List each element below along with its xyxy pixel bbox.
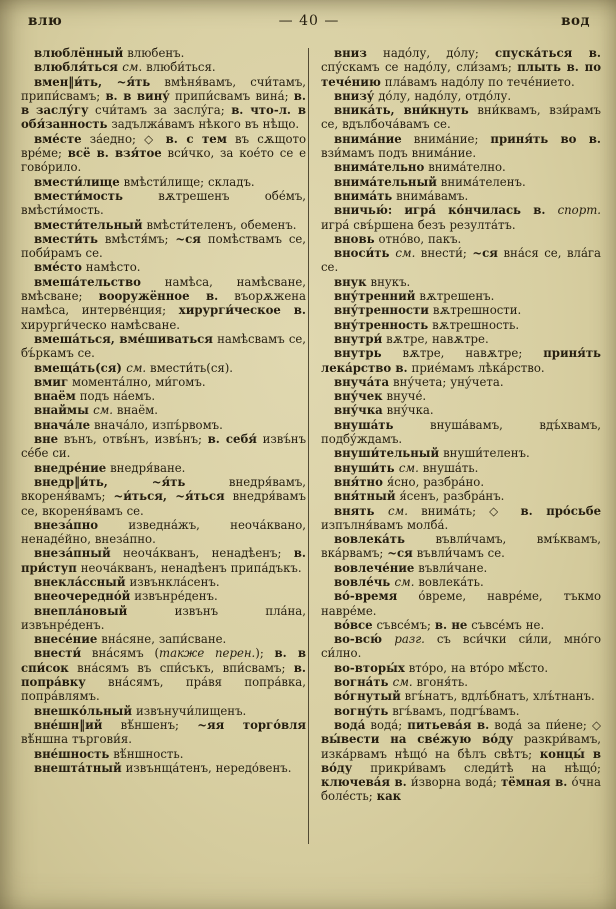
dictionary-entry xyxy=(21,704,306,718)
headword-or-bold-phrase: в. что-л. в обя́занность xyxy=(21,103,306,132)
headword-or-bold-phrase: вмести́мость xyxy=(34,188,123,203)
dictionary-entry xyxy=(321,332,601,346)
dictionary-entry xyxy=(21,260,306,274)
translation-text: и́зворна вода́; xyxy=(406,775,501,790)
headword-or-bold-phrase: в. не xyxy=(434,617,468,632)
translation-text: до́лу, надо́лу, отдо́лу. xyxy=(374,88,512,103)
translation-text: вмѣсти́теленъ, обеменъ. xyxy=(142,217,297,232)
translation-text: влюби́ться. xyxy=(142,60,216,75)
translation-text: извънща́тенъ, нередо́венъ. xyxy=(121,760,292,775)
translation-text: вовлека́ть. xyxy=(414,574,484,589)
headword-or-bold-phrase: питьева́я в. xyxy=(407,717,490,732)
translation-text: внима́ние; xyxy=(401,131,491,146)
usage-label: также перен. xyxy=(159,646,256,661)
headword-or-bold-phrase: вооружённое в. xyxy=(98,289,219,304)
dictionary-entry xyxy=(321,89,601,103)
translation-text: вънъ, отвъ́нъ, извъ́нъ; xyxy=(58,432,208,447)
headword-or-bold-phrase: внесе́ние xyxy=(34,632,98,647)
translation-text: извънучи́лищенъ. xyxy=(132,703,247,718)
translation-text: прие́мамъ лѣка́рство. xyxy=(407,360,545,375)
headword-or-bold-phrase: внуша́ть xyxy=(334,417,394,432)
headword-or-bold-phrase: внешта́тный xyxy=(34,760,122,775)
translation-text: вто́ро, на вто́ро мѣ́сто. xyxy=(404,660,549,675)
dictionary-entry xyxy=(321,561,601,575)
headword-or-bold-phrase: внешко́льный xyxy=(34,703,133,718)
translation-text: вна́сяне, запи́сване. xyxy=(97,632,227,647)
translation-text: вгоня́ть. xyxy=(412,675,468,690)
headword-or-bold-phrase: приня́ть лека́рство в. xyxy=(321,346,601,375)
headword-or-bold-phrase: ~и́ться, ~я́ться xyxy=(113,489,225,504)
dictionary-entry xyxy=(321,303,601,317)
translation-text: помѣствамъ се, поби́рамъ се. xyxy=(21,231,306,261)
dictionary-entry xyxy=(21,418,306,432)
headword-or-bold-phrase: вода́ xyxy=(334,717,366,732)
translation-text: вода́ за пи́ене; ◇ xyxy=(489,717,601,732)
dictionary-entry xyxy=(321,132,601,161)
headword-or-bold-phrase: вовлече́ние xyxy=(334,560,415,575)
translation-text: вну́чета; уну́чета. xyxy=(389,374,504,389)
dictionary-entry xyxy=(321,446,601,460)
headword-or-bold-phrase: вме́сте xyxy=(34,131,82,146)
translation-text: отно́во, пакъ. xyxy=(374,231,462,246)
translation-text: надо́лу, до́лу; xyxy=(366,46,495,60)
dictionary-entry xyxy=(321,532,601,561)
dictionary-entry xyxy=(21,361,306,375)
translation-text: разкри́вамъ, изка́рвамъ нѣщо́ на бѣлъ свѣтъ; xyxy=(321,732,601,761)
translation-text: внести́; xyxy=(415,246,473,261)
usage-label: см. xyxy=(394,574,415,589)
headword-or-bold-phrase: внутри́ xyxy=(334,331,383,346)
page-number: — 40 — xyxy=(278,13,340,29)
translation-text: вгъ́вамъ, подгъ́вамъ. xyxy=(388,703,520,718)
dictionary-entry xyxy=(21,589,306,603)
right-column xyxy=(309,46,601,848)
headword-or-bold-phrase: внача́ле xyxy=(34,417,91,432)
headword-or-bold-phrase: концы́ в во́ду xyxy=(321,746,601,775)
headword-or-bold-phrase: в. в заслу́гу xyxy=(21,88,306,118)
translation-text: вна́сямъ въ спи́съкъ, впи́свамъ; xyxy=(68,660,294,675)
translation-text: подъ на́емъ. xyxy=(75,389,156,404)
dictionary-entry xyxy=(321,103,601,132)
dictionary-entry xyxy=(21,403,306,417)
headword-or-bold-phrase: вня́тно xyxy=(334,474,383,489)
translation-text: внима́теленъ. xyxy=(436,174,526,189)
dictionary-entry xyxy=(321,718,601,804)
headword-or-bold-phrase: вмеша́тельство xyxy=(34,274,141,289)
translation-text: съвсе́мъ не. xyxy=(467,617,545,632)
translation-text: неоча́кванъ, ненадѣенъ припа́дъкъ. xyxy=(76,560,302,575)
dictionary-entry xyxy=(21,718,306,747)
dictionary-entry xyxy=(21,389,306,403)
dictionary-entry xyxy=(321,289,601,303)
headword-or-bold-phrase: вмен‖и́ть, ~я́ть xyxy=(34,74,151,89)
headword-or-bold-phrase: вну́тренний xyxy=(334,289,416,304)
usage-label: см. xyxy=(398,460,419,475)
headword-or-bold-phrase: в. при́ступ xyxy=(21,546,306,575)
usage-label: см. xyxy=(392,675,413,690)
dictionary-entry xyxy=(321,661,601,675)
dictionary-entry xyxy=(21,646,306,703)
translation-text: неоча́кванъ, ненадѣенъ; xyxy=(110,546,294,561)
headword-or-bold-phrase: вну́чек xyxy=(334,389,383,404)
headword-or-bold-phrase: ~ся xyxy=(472,246,498,261)
translation-text: взи́мамъ подъ внима́ние. xyxy=(321,146,477,161)
dictionary-entry xyxy=(21,604,306,633)
dictionary-entry xyxy=(21,275,306,332)
dictionary-entry xyxy=(21,332,306,361)
headword-or-bold-phrase: вовлека́ть xyxy=(334,532,405,547)
translation-text: въвли́чамъ се. xyxy=(412,546,505,561)
usage-label: см. xyxy=(126,360,147,375)
translation-text: вни́квамъ, взи́рамъ се, вдълбоча́вамъ се. xyxy=(321,103,601,132)
translation-text: вмѣня́вамъ, счи́тамъ, припи́свамъ; xyxy=(21,74,306,103)
headword-or-bold-phrase: вмиг xyxy=(34,374,69,389)
headword-or-bold-phrase: внеза́пный xyxy=(34,546,111,561)
translation-text: вмести́ть(ся). xyxy=(146,360,234,375)
dictionary-entry xyxy=(321,46,601,89)
headword-or-bold-phrase: в. про́сьбе xyxy=(520,503,601,518)
headword-or-bold-phrase: вноси́ть xyxy=(334,246,396,261)
page-header xyxy=(28,13,590,29)
usage-label: разг. xyxy=(394,632,425,647)
headword-or-bold-phrase: всё в. взя́тое xyxy=(67,146,162,161)
dictionary-entry xyxy=(21,475,306,518)
translation-text: вмѣсти́лище; складъ. xyxy=(119,174,255,189)
translation-text: вѫтре, навѫтре. xyxy=(382,331,489,346)
dictionary-entry xyxy=(21,432,306,461)
translation-text: вѫтрешенъ. xyxy=(415,289,495,304)
translation-text: вмѣстя́мъ; xyxy=(97,231,176,246)
dictionary-entry xyxy=(21,46,306,60)
dictionary-entry xyxy=(321,418,601,447)
headword-or-bold-phrase: вниз xyxy=(334,46,367,60)
dictionary-entry xyxy=(21,575,306,589)
translation-text: внедря́ване. xyxy=(106,460,186,475)
dictionary-entry xyxy=(21,546,306,575)
headword-or-bold-phrase: приня́ть во в. xyxy=(490,131,601,146)
usage-label: спорт. xyxy=(557,203,601,218)
translation-text: намѣса, намѣсване, вмѣсване; xyxy=(21,274,306,304)
headword-or-bold-phrase: во́-время xyxy=(334,589,398,604)
headword-or-bold-phrase: внима́тельный xyxy=(334,174,437,189)
translation-text: внедря́вамъ, вкореня́вамъ; xyxy=(21,474,306,504)
translation-text: внуша́вамъ, вдъ́хвамъ, подбу́ждамъ. xyxy=(321,417,601,447)
headword-or-bold-phrase: вничью́: игра́ ко́нчилась в. xyxy=(334,203,558,218)
translation-text: вѣ́ншенъ; xyxy=(102,717,198,732)
headword-or-bold-phrase: вня́тный xyxy=(334,489,396,504)
headword-or-bold-phrase: внеза́пно xyxy=(34,517,99,532)
dictionary-entry xyxy=(321,504,601,533)
dictionary-entry xyxy=(321,675,601,689)
dictionary-entry xyxy=(21,632,306,646)
translation-text: извънкла́сенъ. xyxy=(125,574,220,589)
usage-label: см. xyxy=(93,403,114,418)
headword-or-bold-phrase: вну́тренности xyxy=(334,303,429,318)
usage-label: см. xyxy=(387,503,408,518)
dictionary-entry xyxy=(321,704,601,718)
headword-or-bold-phrase: внять xyxy=(334,503,388,518)
headword-or-bold-phrase: влюбля́ться xyxy=(34,60,123,75)
translation-text: вѣ́ншность. xyxy=(109,746,184,761)
headword-or-bold-phrase: вне xyxy=(34,432,59,447)
headword-or-bold-phrase: вмеша́ться, вме́шиваться xyxy=(34,331,213,346)
usage-label: см. xyxy=(395,246,416,261)
headword-or-bold-phrase: внаём xyxy=(34,389,76,404)
translation-text: вѫтре, навѫтре; xyxy=(381,346,544,361)
guide-word-right: вод xyxy=(561,13,590,29)
headword-or-bold-phrase: вну́чка xyxy=(334,403,383,418)
translation-text: извъ́нъ се́бе си. xyxy=(21,432,306,461)
headword-or-bold-phrase: ~ся xyxy=(175,231,201,246)
dictionary-entry xyxy=(321,203,601,232)
column-divider-rule xyxy=(308,48,309,844)
translation-text: въорѫжена намѣса, интерве́нция; xyxy=(21,289,306,318)
translation-text: извънре́денъ. xyxy=(130,589,218,604)
translation-text: припи́свамъ вина́; xyxy=(169,88,294,103)
dictionary-entry xyxy=(321,389,601,403)
headword-or-bold-phrase: плыть в. по тече́нию xyxy=(321,60,601,89)
translation-text: въ сѫщото вре́ме; xyxy=(21,131,306,161)
translation-text: вѣ́ншна търгови́я. xyxy=(21,732,132,747)
dictionary-entry xyxy=(321,618,601,632)
headword-or-bold-phrase: тёмная в. xyxy=(500,775,568,790)
headword-or-bold-phrase: вну́тренность xyxy=(334,317,429,332)
headword-or-bold-phrase: вне́шн‖ий xyxy=(34,717,103,732)
headword-or-bold-phrase: вновь xyxy=(334,231,375,246)
headword-or-bold-phrase: внедре́ние xyxy=(34,460,107,475)
dictionary-entry xyxy=(321,403,601,417)
dictionary-entry xyxy=(21,761,306,775)
translation-text: ); xyxy=(255,646,275,661)
translation-text: вѫтрешность. xyxy=(428,317,520,332)
dictionary-entry xyxy=(321,232,601,246)
headword-or-bold-phrase: внима́ние xyxy=(334,131,402,146)
translation-text: изведна́жъ, неоча́квано, ненаде́йно, внеза́пно. xyxy=(21,517,306,547)
headword-or-bold-phrase: ~яя торго́вля xyxy=(197,717,306,732)
translation-text: намѣсто. xyxy=(81,260,141,275)
headword-or-bold-phrase: в. попра́вку xyxy=(21,660,306,690)
headword-or-bold-phrase: как xyxy=(376,789,402,804)
translation-text: я́сно, разбра́но. xyxy=(382,474,485,489)
headword-or-bold-phrase: внаймы xyxy=(34,403,94,418)
headword-or-bold-phrase: в. с тем xyxy=(165,131,227,146)
translation-text: вна́сямъ, пра́вя попра́вка, попра́влямъ. xyxy=(21,675,306,704)
headword-or-bold-phrase: хирурги́ческое в. xyxy=(178,303,306,318)
translation-text: внима́телно. xyxy=(424,160,506,175)
translation-text: вна́сямъ ( xyxy=(81,646,160,661)
headword-or-bold-phrase: вмести́ть xyxy=(34,231,98,246)
headword-or-bold-phrase: вника́ть, вни́кнуть xyxy=(334,103,469,118)
headword-or-bold-phrase: вогна́ть xyxy=(334,675,393,690)
dictionary-entry xyxy=(321,589,601,618)
headword-or-bold-phrase: вовле́чь xyxy=(334,574,395,589)
translation-text: внача́ло, изпъ́рвомъ. xyxy=(90,417,223,432)
translation-text: внукъ. xyxy=(366,274,411,289)
dictionary-entry xyxy=(21,375,306,389)
translation-text: я́сенъ, разбра́нъ. xyxy=(395,489,505,504)
headword-or-bold-phrase: ключева́я в. xyxy=(321,775,407,790)
headword-or-bold-phrase: во́гнутый xyxy=(334,689,401,704)
headword-or-bold-phrase: вме́сто xyxy=(34,260,82,275)
translation-text: внима́ть; ◇ xyxy=(407,503,521,518)
translation-text: внуша́ть. xyxy=(418,460,479,475)
translation-text: о́чна боле́сть; xyxy=(321,775,601,804)
translation-text: игра́ свъ́ршена безъ резулта́тъ. xyxy=(321,217,516,232)
dictionary-entry xyxy=(321,475,601,489)
headword-or-bold-phrase: внекла́ссный xyxy=(34,574,126,589)
translation-text: внедря́вамъ се, вкореня́вамъ се. xyxy=(21,489,306,518)
dictionary-entry xyxy=(21,232,306,261)
translation-text: вну́чка. xyxy=(382,403,434,418)
translation-text: счи́тамъ за заслу́га; xyxy=(88,103,232,118)
headword-or-bold-phrase: вмести́тельный xyxy=(34,217,143,232)
headword-or-bold-phrase: внутрь xyxy=(334,346,382,361)
translation-text: вода́; xyxy=(365,717,408,732)
dictionary-entry xyxy=(321,575,601,589)
translation-text: вгъ́натъ, вдлъ́бнатъ, хлъ́тнанъ. xyxy=(400,689,595,704)
headword-or-bold-phrase: внима́тельно xyxy=(334,160,425,175)
dictionary-entry xyxy=(21,218,306,232)
translation-text: съ вси́чки си́ли, мно́го си́лно. xyxy=(321,632,601,661)
two-column-text-area xyxy=(21,46,601,848)
headword-or-bold-phrase: внеочередно́й xyxy=(34,589,131,604)
dictionary-entry xyxy=(321,246,601,275)
headword-or-bold-phrase: внуча́та xyxy=(334,374,390,389)
dictionary-entry xyxy=(21,189,306,218)
headword-or-bold-phrase: внепла́новый xyxy=(34,603,128,618)
headword-or-bold-phrase: ~ся xyxy=(387,546,413,561)
translation-text: извънъ пла́на, извънре́денъ. xyxy=(21,603,306,632)
dictionary-entry xyxy=(21,518,306,547)
headword-or-bold-phrase: внести́ xyxy=(34,646,82,661)
headword-or-bold-phrase: во-вторы́х xyxy=(334,660,405,675)
headword-or-bold-phrase: в. себя́ xyxy=(207,432,257,447)
translation-text: внима́вамъ. xyxy=(392,188,469,203)
headword-or-bold-phrase: влюблённый xyxy=(34,46,124,60)
dictionary-entry xyxy=(21,747,306,761)
headword-or-bold-phrase: вы́вести на све́жую во́ду xyxy=(321,732,514,747)
translation-text: внуши́теленъ. xyxy=(439,446,530,461)
headword-or-bold-phrase: внук xyxy=(334,274,367,289)
translation-text: внуче́. xyxy=(382,389,427,404)
translation-text: спу́скамъ се надо́лу, сли́замъ; xyxy=(321,60,518,75)
translation-text: въвли́чане. xyxy=(414,560,488,575)
translation-text: за́едно; ◇ xyxy=(81,131,166,146)
left-column xyxy=(21,46,306,848)
translation-text: момента́лно, ми́гомъ. xyxy=(68,374,206,389)
translation-text: задължа́вамъ нѣкого въ нѣщо. xyxy=(107,117,300,132)
headword-or-bold-phrase: внизу́ xyxy=(334,88,375,103)
translation-text: вѫтрешенъ обе́мъ, вмѣсти́мость. xyxy=(21,188,306,218)
headword-or-bold-phrase: во́все xyxy=(334,617,373,632)
dictionary-entry xyxy=(21,60,306,74)
dictionary-entry xyxy=(321,461,601,475)
dictionary-entry xyxy=(321,375,601,389)
translation-text: вна́ся се, вла́га се. xyxy=(321,246,601,275)
translation-text: въвли́чамъ, вмъ́квамъ, вка́рвамъ; xyxy=(321,532,601,561)
dictionary-entry xyxy=(21,175,306,189)
headword-or-bold-phrase: во-всю́ xyxy=(334,632,395,647)
headword-or-bold-phrase: спуска́ться в. xyxy=(495,46,601,60)
guide-word-left: влю xyxy=(28,13,63,29)
translation-text: внаём. xyxy=(113,403,158,418)
dictionary-entry xyxy=(21,132,306,175)
headword-or-bold-phrase: вмеща́ть(ся) xyxy=(34,360,127,375)
headword-or-bold-phrase: в. в вину́ xyxy=(105,88,170,103)
dictionary-entry xyxy=(321,275,601,289)
translation-text: о́време, навре́ме, тъкмо навре́ме. xyxy=(321,589,601,618)
dictionary-entry xyxy=(321,632,601,661)
headword-or-bold-phrase: внуши́тельный xyxy=(334,446,440,461)
headword-or-bold-phrase: вне́шность xyxy=(34,746,110,761)
dictionary-entry xyxy=(321,175,601,189)
dictionary-entry xyxy=(321,689,601,703)
dictionary-entry xyxy=(21,75,306,132)
usage-label: см. xyxy=(122,60,143,75)
translation-text: хирурги́ческо намѣсване. xyxy=(21,317,180,332)
dictionary-entry xyxy=(321,189,601,203)
translation-text: вѫтрешности. xyxy=(428,303,522,318)
headword-or-bold-phrase: вмести́лище xyxy=(34,174,120,189)
headword-or-bold-phrase: внуши́ть xyxy=(334,460,399,475)
translation-text: съвсе́мъ; xyxy=(372,617,435,632)
translation-text: изпълня́вамъ молба́. xyxy=(321,517,449,532)
dictionary-entry xyxy=(321,489,601,503)
headword-or-bold-phrase: внима́ть xyxy=(334,188,393,203)
dictionary-entry xyxy=(321,318,601,332)
translation-text: пла́вамъ надо́лу по тече́нието. xyxy=(380,74,575,89)
dictionary-entry xyxy=(21,461,306,475)
translation-text: вси́чко, за кое́то се е гово́рило. xyxy=(21,146,306,175)
dictionary-entry xyxy=(321,160,601,174)
dictionary-entry xyxy=(321,346,601,375)
headword-or-bold-phrase: вогну́ть xyxy=(334,703,389,718)
translation-text: прикри́вамъ следи́тѣ на нѣщо́; xyxy=(352,760,601,775)
translation-text: намѣсвамъ се, бъ́ркамъ се. xyxy=(21,331,306,361)
translation-text: влюбенъ. xyxy=(123,46,185,60)
headword-or-bold-phrase: внедр‖и́ть, ~я́ть xyxy=(34,474,186,489)
headword-or-bold-phrase: в. в спи́сок xyxy=(21,646,306,675)
